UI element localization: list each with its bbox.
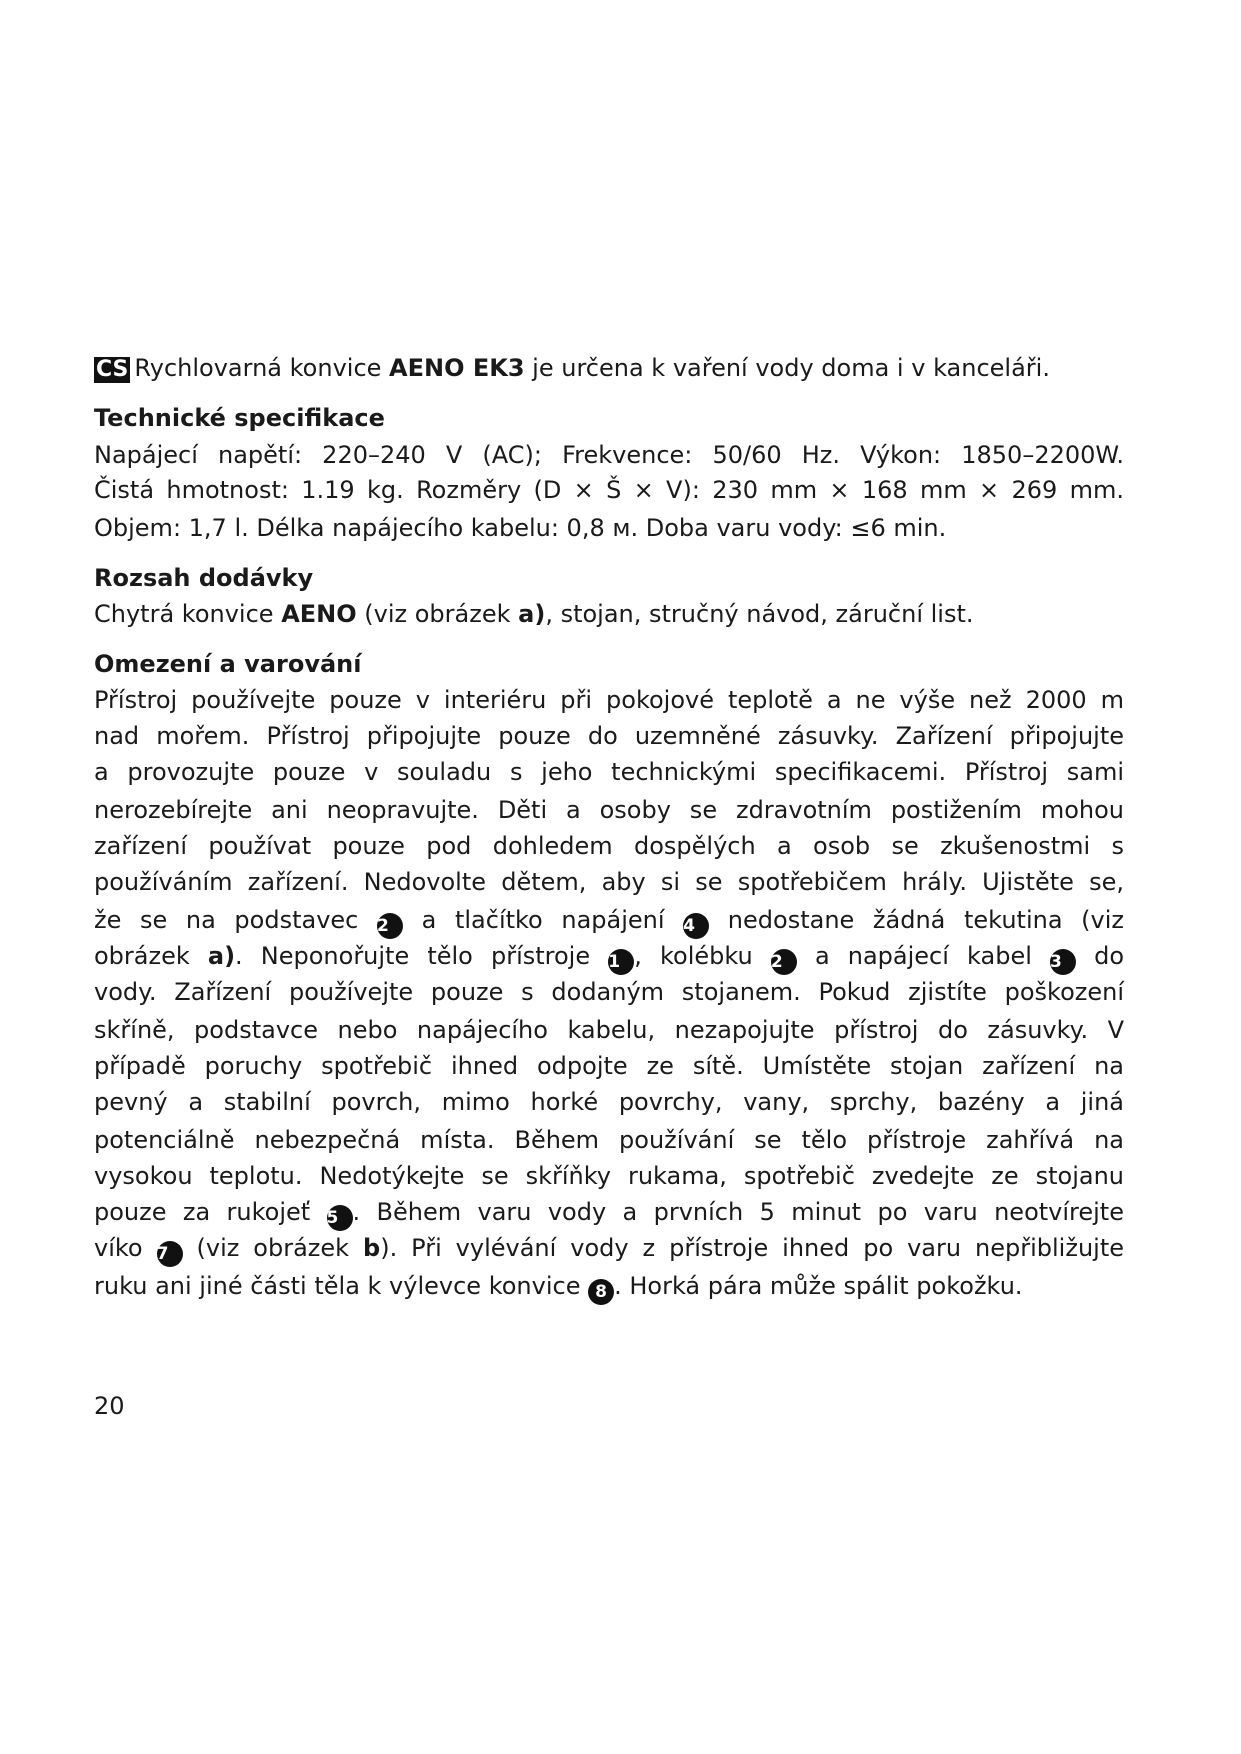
warning-line: potenciálně nebezpečná místa. Během používání se tělo přístroje zahřívá na (94, 1126, 1124, 1154)
warning-line: vody. Zařízení používejte pouze s dodaným stojanem. Pokud zjistíte poškození (94, 978, 1124, 1006)
warning-text: . Během varu vody a prvních 5 minut po varu neotvírejte (352, 1198, 1124, 1226)
specs-line-1: Napájecí napětí: 220–240 V (AC); Frekvence: 50/60 Hz. Výkon: 1850–2200W. (94, 441, 1124, 469)
callout-1-icon: 1 (608, 949, 634, 975)
warning-text: ). Při vylévání vody z přístroje ihned po varu nepřibližujte (380, 1234, 1124, 1262)
warning-text: , kolébku (634, 942, 771, 970)
warning-line (94, 1200, 1124, 1231)
warning-line: a provozujte pouze v souladu s jeho technickými specifikacemi. Přístroj sami (94, 758, 1124, 786)
warning-line: vysokou teplotu. Nedotýkejte se skříňky rukama, spotřebič zvedejte ze stojanu (94, 1162, 1124, 1190)
warnings-heading: Omezení a varování (94, 650, 362, 678)
warning-text: . Horká pára může spálit pokožku. (614, 1272, 1023, 1300)
warning-line: zařízení používat pouze pod dohledem dospělých a osob se zkušenostmi s (94, 832, 1124, 860)
warning-text: ruku ani jiné části těla k výlevce konvice (94, 1272, 589, 1300)
brand-name: AENO (281, 600, 357, 628)
callout-2-icon: 2 (377, 913, 403, 939)
callout-3-icon: 3 (1050, 949, 1076, 975)
warning-text: víko (94, 1234, 157, 1262)
intro-text: Rychlovarná konvice (134, 354, 390, 382)
warning-line (94, 908, 1124, 939)
warning-text: do (1076, 942, 1125, 970)
warning-text: nedostane žádná tekutina (viz (709, 906, 1124, 934)
delivery-text: Chytrá konvice (94, 600, 282, 628)
warning-line (94, 1236, 1124, 1267)
warning-line (94, 1274, 1023, 1305)
warning-line: případě poruchy spotřebič ihned odpojte ze sítě. Umístěte stojan zařízení na (94, 1052, 1124, 1080)
warning-text: obrázek (94, 942, 208, 970)
specs-heading: Technické specifikace (94, 404, 385, 432)
warning-line: skříně, podstavce nebo napájecího kabelu, nezapojujte přístroj do zásuvky. V (94, 1016, 1124, 1044)
warning-line: Přístroj používejte pouze v interiéru při pokojové teplotě a ne výše než 2000 m (94, 686, 1124, 714)
callout-8-icon: 8 (588, 1279, 614, 1305)
delivery-line (94, 602, 974, 626)
callout-5-icon: 5 (327, 1205, 353, 1231)
warning-line: nerozebírejte ani neopravujte. Děti a osoby se zdravotním postižením mohou (94, 796, 1124, 824)
warning-text: (viz obrázek (182, 1234, 364, 1262)
warning-text: . Neponořujte tělo přístroje (235, 942, 609, 970)
delivery-text-end: , stojan, stručný návod, záruční list. (545, 600, 974, 628)
warning-text: že se na podstavec (94, 906, 377, 934)
specs-line-2: Čistá hmotnost: 1.19 kg. Rozměry (D × Š × V): 230 mm × 168 mm × 269 mm. (94, 476, 1124, 504)
figure-ref: b (363, 1234, 381, 1262)
model-name: AENO EK3 (389, 354, 525, 382)
delivery-heading: Rozsah dodávky (94, 564, 314, 592)
warning-text: a tlačítko napájení (403, 906, 684, 934)
language-badge: CS (96, 357, 129, 382)
warning-line: používáním zařízení. Nedovolte dětem, aby si se spotřebičem hrály. Ujistěte se, (94, 868, 1124, 896)
callout-4-icon: 4 (683, 913, 709, 939)
page-number: 20 (94, 1392, 125, 1420)
figure-ref: a) (518, 600, 546, 628)
intro-line (94, 356, 1050, 383)
warning-text: a napájecí kabel (796, 942, 1050, 970)
specs-line-3: Objem: 1,7 l. Délka napájecího kabelu: 0,8 м. Doba varu vody: ≤6 min. (94, 514, 947, 542)
figure-ref: a) (207, 942, 236, 970)
intro-text-end: je určena k vaření vody doma i v kanceláři. (524, 354, 1050, 382)
callout-2-icon: 2 (771, 949, 797, 975)
warning-text: pouze za rukojeť (94, 1198, 327, 1226)
warning-line (94, 944, 1124, 975)
callout-7-icon: 7 (157, 1241, 183, 1267)
warning-line: nad mořem. Přístroj připojujte pouze do uzemněné zásuvky. Zařízení připojujte (94, 722, 1124, 750)
warning-line: pevný a stabilní povrch, mimo horké povrchy, vany, sprchy, bazény a jiná (94, 1088, 1124, 1116)
delivery-text-mid: (viz obrázek (356, 600, 519, 628)
